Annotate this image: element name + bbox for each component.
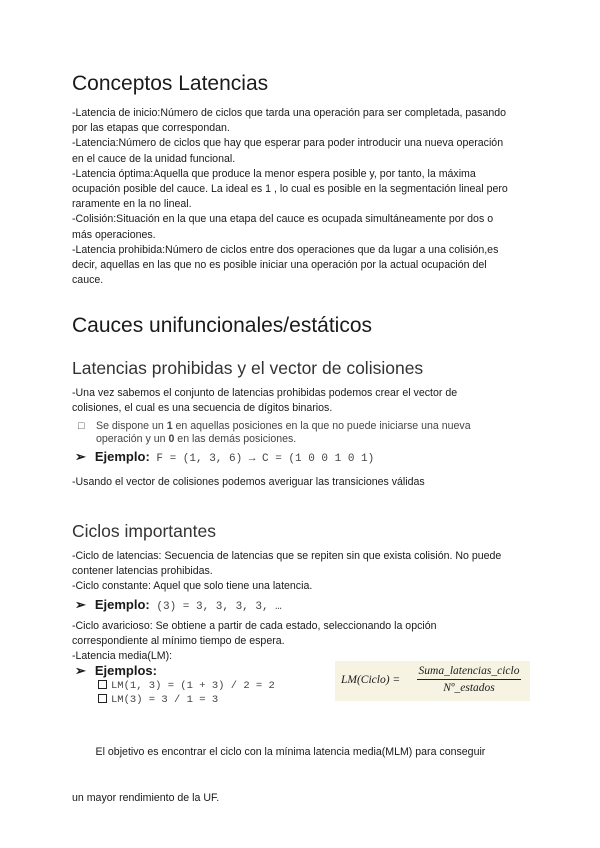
example-ciclo-constante xyxy=(75,598,282,614)
arrow-bullet-icon: ➢ xyxy=(75,597,86,612)
arrow-bullet-icon: ➢ xyxy=(75,449,86,464)
formula-lhs: LM(Ciclo) = xyxy=(341,674,401,686)
text-line: un mayor rendimiento de la UF. xyxy=(72,792,220,805)
text-line: contener latencias prohibidas. xyxy=(72,565,213,578)
rule-bold-zero: 0 xyxy=(168,433,175,445)
subsection-title-ciclos-importantes: Ciclos importantes xyxy=(72,521,216,541)
text-line: correspondiente al mínimo tiempo de espera. xyxy=(72,635,285,648)
rule-text: operación y un xyxy=(96,433,169,445)
subsection-title-latencias-prohibidas: Latencias prohibidas y el vector de colisiones xyxy=(72,358,424,378)
rule-text: Se dispone un xyxy=(96,420,167,432)
conceptos-paragraph xyxy=(72,106,532,288)
text-line: -Latencia óptima:Aquella que produce la menor espera posible y, por tanto, la máxima xyxy=(72,167,476,180)
examples-lm xyxy=(75,664,157,679)
transiciones-paragraph xyxy=(72,475,532,490)
formula-denominator: Nº_estados xyxy=(443,682,495,694)
text-line: -Latencia:Número de ciclos que hay que esperar para poder introducir una nueva operación xyxy=(72,137,504,150)
rule-text: en las demás posiciones. xyxy=(174,433,297,445)
bullet-marker: □ xyxy=(78,420,85,432)
lm-example-text: LM(1, 3) = (1 + 3) / 2 = 2 xyxy=(111,680,275,692)
example-text: F = (1, 3, 6) → C = (1 0 0 1 0 1) xyxy=(149,453,375,465)
lm-example-item xyxy=(98,680,275,693)
formula-fraction xyxy=(417,665,521,694)
example-label: Ejemplo xyxy=(94,449,146,464)
text-line: -Latencia de inicio:Número de ciclos que tarda una operación para ser completada, pasando xyxy=(72,107,507,119)
lm-example-item xyxy=(98,694,218,707)
arrow-bullet-icon: ➢ xyxy=(75,663,86,678)
text-line: El objetivo es encontrar el ciclo con la mínima latencia media(MLM) para conseguir xyxy=(72,746,486,759)
section-title-conceptos-latencias: Conceptos Latencias xyxy=(72,72,269,95)
text-line: más operaciones. xyxy=(72,228,156,241)
rule-bold-one: 1 xyxy=(166,420,173,432)
examples-label: Ejemplos xyxy=(94,663,153,678)
text-line: -Ciclo avaricioso: Se obtiene a partir de cada estado, seleccionando la opción xyxy=(72,620,437,632)
vector-paragraph xyxy=(72,386,532,416)
lm-formula xyxy=(335,661,530,701)
rule-text: en aquellas posiciones en la que no puede iniciarse una nueva xyxy=(172,420,471,432)
text-line: colisiones, el cual es una secuencia de dígitos binarios. xyxy=(72,402,333,415)
examples-colon: : xyxy=(152,663,157,678)
text-line: en el cauce de la unidad funcional. xyxy=(72,152,236,165)
checkbox-square-icon xyxy=(98,680,107,689)
example-vector xyxy=(75,450,374,466)
text-line: raramente en la no lineal. xyxy=(72,198,192,211)
example-text: (3) = 3, 3, 3, 3, … xyxy=(149,601,282,613)
lm-example-text: LM(3) = 3 / 1 = 3 xyxy=(111,694,219,706)
text-line: -Latencia media(LM): xyxy=(72,650,173,663)
ciclos-paragraph-b xyxy=(72,619,532,665)
section-title-cauces-unifuncionales: Cauces unifuncionales/estáticos xyxy=(72,314,373,337)
formula-numerator: Suma_latencias_ciclo xyxy=(417,665,521,680)
text-line: por las etapas que correspondan. xyxy=(72,122,230,135)
text-line: -Colisión:Situación en la que una etapa del cauce es ocupada simultáneamente por dos o xyxy=(72,213,494,226)
ciclos-paragraph-a xyxy=(72,549,532,595)
example-colon: : xyxy=(145,449,150,464)
text-line: decir, aquellas en las que no es posible iniciar una operación por la actual ocupación del xyxy=(72,259,487,272)
example-label: Ejemplo: xyxy=(94,597,150,612)
closing-paragraph xyxy=(72,715,532,837)
vector-rule-text xyxy=(96,420,536,446)
checkbox-square-icon xyxy=(98,694,107,703)
text-line: ocupación posible del cauce. La ideal es 1 , lo cual es posible en la segmentación lineal pero xyxy=(72,183,508,196)
text-line: -Una vez sabemos el conjunto de latencias prohibidas podemos crear el vector de xyxy=(72,387,458,399)
text-line: -Ciclo de latencias: Secuencia de latencias que se repiten sin que exista colisión. No puede xyxy=(72,550,502,562)
text-line: -Ciclo constante: Aquel que solo tiene una latencia. xyxy=(72,580,313,593)
text-line: cauce. xyxy=(72,274,104,287)
text-line: -Usando el vector de colisiones podemos averiguar las transiciones válidas xyxy=(72,476,425,488)
text-line: -Latencia prohibida:Número de ciclos entre dos operaciones que da lugar a una colisión,es xyxy=(72,243,499,256)
